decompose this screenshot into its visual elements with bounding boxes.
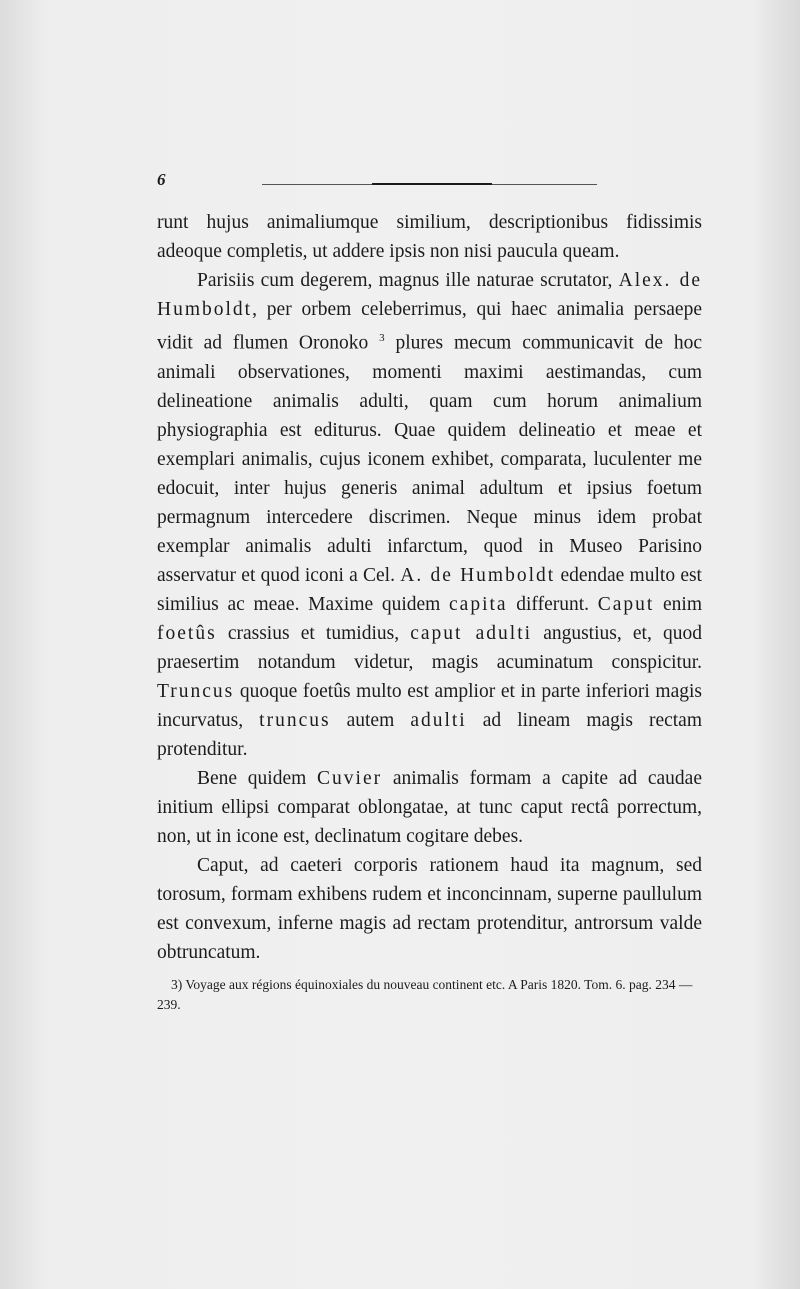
paragraph [157, 851, 702, 967]
text-segment: quoque [234, 680, 303, 702]
footnote-reference: 3 [379, 332, 385, 344]
paragraph [157, 208, 702, 266]
text-segment: differunt. [507, 593, 598, 615]
text-segment: crassius et tumidius, [216, 622, 411, 644]
text-segment: Bene quidem [197, 767, 318, 789]
paragraph [157, 764, 702, 851]
header-rule-center [372, 183, 492, 185]
emphasized-text: foetûs [157, 622, 217, 644]
emphasized-text: Alex. de Humboldt [157, 270, 703, 320]
emphasized-text: Truncus [157, 680, 235, 702]
text-segment: runt hujus animaliumque similium, descriptionibus fidissimis adeoque completis, ut addere ipsis non nisi paucula queam. [157, 212, 702, 262]
paragraph [157, 266, 702, 764]
text-segment: multo est amplior et in parte inferiori magis incurvatus, [157, 680, 703, 731]
emphasized-text: capita [449, 593, 508, 615]
page-header [157, 170, 607, 194]
text-segment: Caput, ad caeteri corporis rationem haud ita magnum, sed torosum, formam exhibens rudem et inconcinnam, superne paullulum est convexum, inferne magis ad rectam protenditur, antrorsum valde obtruncatum. [157, 854, 702, 963]
text-segment: Parisiis cum degerem, magnus ille naturae scrutator, [197, 270, 619, 291]
emphasized-text: truncus [259, 709, 331, 731]
body-text [157, 208, 702, 967]
text-segment: ad lineam magis rectam protenditur. [157, 709, 703, 760]
text-segment: plures mecum communicavit de hoc animali observationes, momenti maximi aestimandas, cum delineatione animalis adulti, quam cum horum animalium physiographia est editurus. Quae quidem delineatio et meae et exemplari animalis, cujus iconem exhibet, comparata, luculenter me edocuit, inter hujus generis animal adultum et ipsius foetum permagnum intercedere discrimen. Neque minus idem probat exemplar animalis adulti infarctum, quod in Museo Parisino asservatur et quod iconi a Cel. [157, 332, 703, 586]
footnotes [157, 975, 702, 1015]
emphasized-text: adulti [410, 709, 467, 731]
text-segment: edendae multo est similius ac meae. Maxime quidem [157, 564, 702, 615]
emphasized-text: caput adulti [410, 622, 533, 644]
emphasized-text: A. de Humboldt [400, 564, 556, 586]
page-number: 6 [157, 170, 166, 189]
text-segment: animalis formam a capite ad caudae initium ellipsi comparat oblongatae, at tunc caput rectâ porrectum, non, ut in icone est, declinatum cogitare debes. [157, 767, 702, 847]
text-segment: angustius, et, quod praesertim notandum videtur, magis acuminatum conspicitur. [157, 622, 702, 673]
text-segment: enim [654, 593, 702, 615]
text-segment: , per orbem celeberrimus, qui haec animalia persaepe vidit ad flumen Oronoko [157, 299, 702, 354]
emphasized-text: Caput [597, 593, 655, 615]
text-segment: autem [330, 709, 411, 731]
footnote: 3) Voyage aux régions équinoxiales du nouveau continent etc. A Paris 1820. Tom. 6. pag. 234 — 239. [157, 977, 693, 1012]
text-segment: foetûs [302, 680, 351, 702]
emphasized-text: Cuvier [317, 767, 383, 789]
